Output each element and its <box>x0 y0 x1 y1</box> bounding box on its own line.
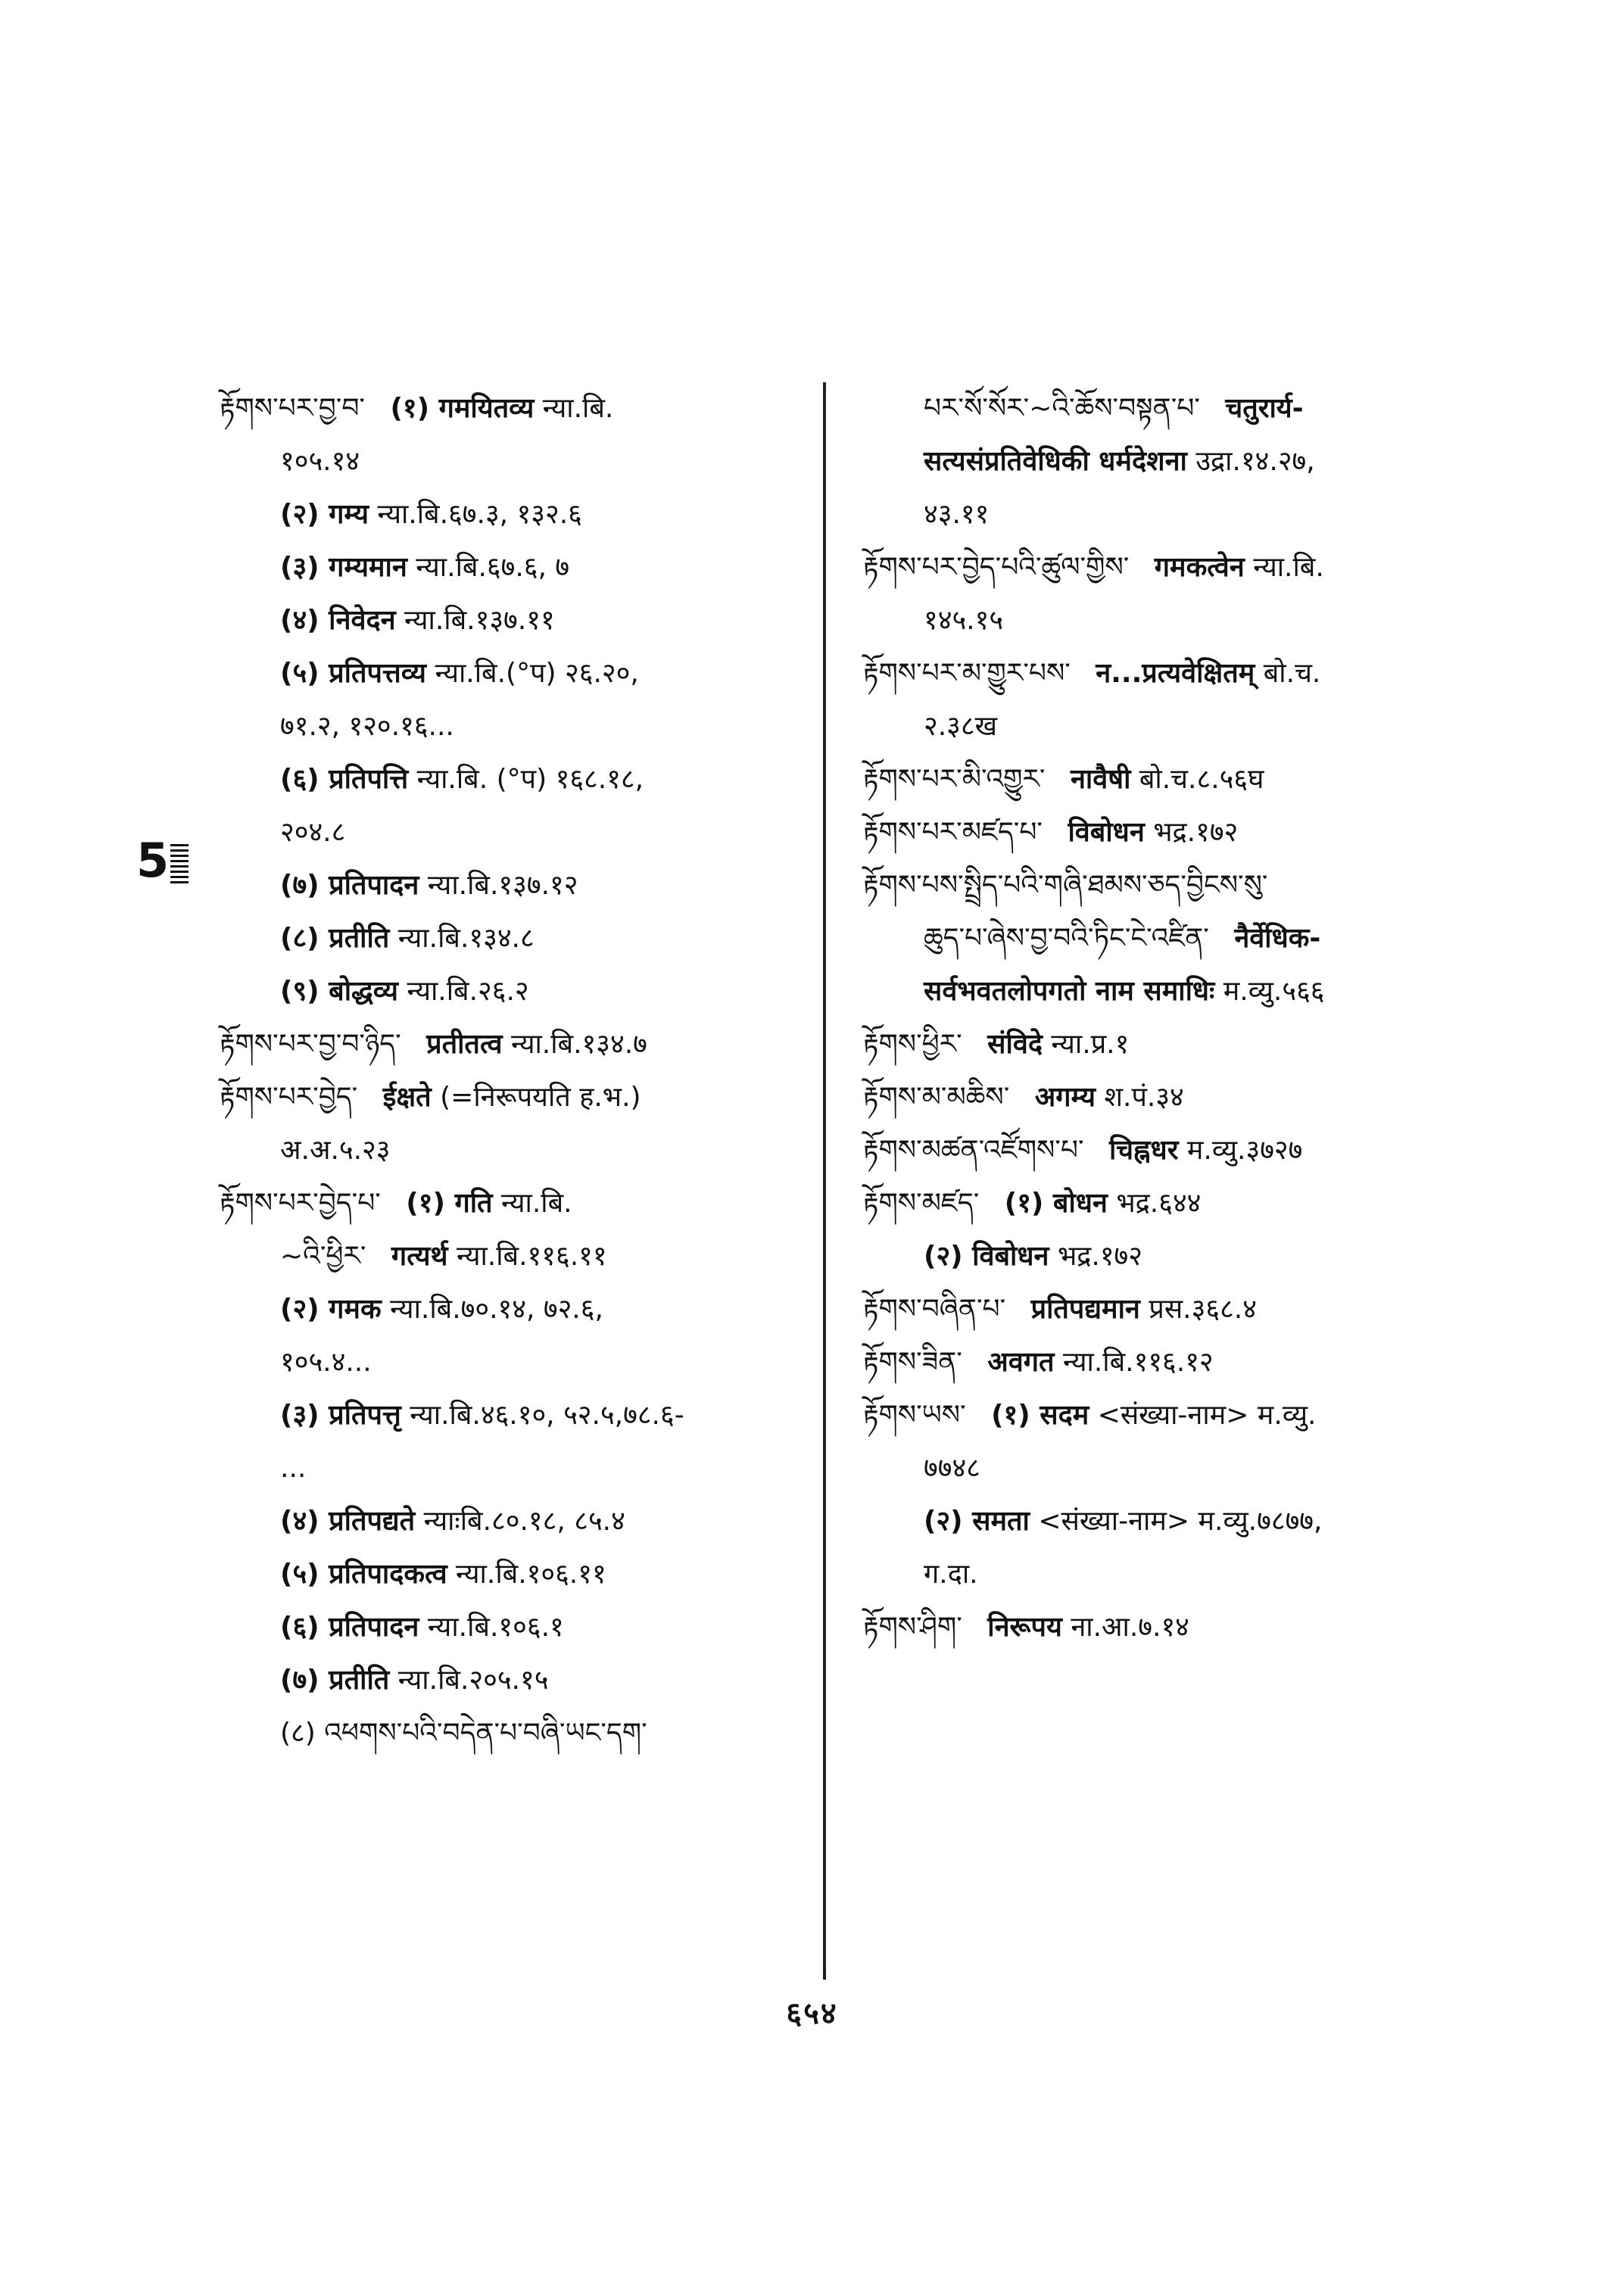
source-reference: भद्र.६४४ <box>1116 1188 1202 1219</box>
entry-line <box>863 647 1484 700</box>
entry-line <box>220 488 810 541</box>
entry-line <box>220 1230 810 1283</box>
sanskrit-equivalent: (२) विबोधन <box>924 1241 1049 1272</box>
source-reference: न्या.बि.११६.११ <box>456 1241 607 1272</box>
source-reference: न्या.बि.१३४.७ <box>510 1029 647 1060</box>
sanskrit-equivalent: नैर्वेधिक- <box>1234 923 1321 954</box>
entry-line <box>220 647 810 700</box>
source-reference: २.३८ख <box>924 711 998 742</box>
source-reference: प्रस.३६८.४ <box>1149 1294 1257 1325</box>
tibetan-term: རྟོགས་མ་མཆིས་ <box>863 1082 1010 1113</box>
entry-line <box>863 1177 1484 1230</box>
entry-line <box>220 700 810 753</box>
margin-marker <box>136 833 189 888</box>
source-reference: अ.अ.५.२३ <box>280 1135 391 1166</box>
entry-line <box>863 435 1484 488</box>
entry-line <box>863 1601 1484 1654</box>
tibetan-term: རྟོགས་པར་བྱེད་པ་ <box>220 1188 381 1219</box>
entry-line <box>220 541 810 594</box>
sanskrit-equivalent: चतुरार्य- <box>1225 393 1304 424</box>
source-reference: ग.दा. <box>924 1559 978 1590</box>
source-reference: न्या.प्र.१ <box>1051 1029 1130 1060</box>
entry-line <box>220 753 810 806</box>
entry-line <box>863 1283 1484 1336</box>
sanskrit-equivalent: (१) गति <box>406 1188 493 1219</box>
source-reference: <संख्या-नाम> म.व्यु.७८७७, <box>1038 1506 1323 1537</box>
source-reference: न्या.बि. (°प) १६८.१८, <box>416 764 644 795</box>
entry-line <box>863 1389 1484 1442</box>
entry-line <box>863 1548 1484 1601</box>
source-reference: न्या.बि.(°प) २६.२०, <box>435 658 639 689</box>
entry-line <box>863 1495 1484 1548</box>
sanskrit-equivalent: (२) गमक <box>280 1294 382 1325</box>
entry-line <box>220 1283 810 1336</box>
sanskrit-equivalent: प्रतिपद्यमान <box>1030 1294 1140 1325</box>
source-reference: न्या.बि.६७.३, १३२.६ <box>377 499 582 530</box>
entry-line <box>220 1495 810 1548</box>
sanskrit-equivalent: नावैषी <box>1070 764 1131 795</box>
entry-line <box>863 1071 1484 1124</box>
source-reference: न्या.बि.६७.६, ७ <box>416 552 570 583</box>
source-reference: भद्र.१७२ <box>1153 817 1239 848</box>
page-number: ६५४ <box>786 1996 838 2031</box>
source-reference: न्या.बि.११६.१२ <box>1063 1347 1214 1378</box>
tibetan-term: རྟོགས་པར་བྱ་བ་ <box>220 393 365 424</box>
tibetan-term: རྟོགས་ཕྱིར་ <box>863 1029 962 1060</box>
entry-line <box>863 806 1484 859</box>
tibetan-term: (८) འཕགས་པའི་བདེན་པ་བཞི་ཡང་དག་ <box>280 1718 647 1749</box>
entry-line <box>863 488 1484 541</box>
source-reference: १४५.१५ <box>924 605 1004 636</box>
right-column <box>863 382 1484 1654</box>
entry-line <box>863 541 1484 594</box>
entry-line <box>863 1442 1484 1495</box>
source-reference: न्याःबि.८०.१८, ८५.४ <box>423 1506 625 1537</box>
entry-line <box>220 912 810 965</box>
sanskrit-equivalent: ईक्षते <box>382 1082 432 1113</box>
tibetan-term: ཆུད་པ་ཞེས་བྱ་བའི་ཏིང་ངེ་འཛིན་ <box>924 923 1209 954</box>
tibetan-term: རྟོགས་པས་སྤྲིད་པའི་གཞི་ཐམས་ཅད་བྱིངས་སུ་ <box>863 870 1268 901</box>
source-reference: न्या.बि.७०.१४, ७२.६, <box>390 1294 603 1325</box>
sanskrit-equivalent: (५) प्रतिपादकत्व <box>280 1559 447 1590</box>
tibetan-term: རྟོགས་ཟིན་ <box>863 1347 962 1378</box>
sanskrit-equivalent: (१) गमयितव्य <box>390 393 535 424</box>
source-reference: ७७४८ <box>924 1453 980 1484</box>
source-reference: न्या.बि. <box>501 1188 572 1219</box>
entry-line <box>220 382 810 435</box>
entry-line <box>220 1442 810 1495</box>
entry-line <box>220 859 810 912</box>
entry-line <box>220 1654 810 1707</box>
tibetan-term: པར་སོ་སོར་~འི་ཆོས་བསྟན་པ་ <box>924 393 1200 424</box>
tibetan-term: རྟོགས་པར་བྱ་བ་ཉིད་ <box>220 1029 401 1060</box>
entry-line <box>220 1177 810 1230</box>
sanskrit-equivalent: अगम्य <box>1034 1082 1096 1113</box>
entry-line <box>863 965 1484 1018</box>
entry-line <box>863 1230 1484 1283</box>
entry-line <box>863 594 1484 647</box>
entry-line <box>220 435 810 488</box>
source-reference: १०५.१४ <box>280 446 360 477</box>
sanskrit-equivalent: सर्वभवतलोपगतो नाम समाधिः <box>924 976 1215 1007</box>
sanskrit-equivalent: संविदे <box>987 1029 1043 1060</box>
source-reference: न्या.बि.१३४.८ <box>397 923 535 954</box>
sanskrit-equivalent: गमकत्वेन <box>1154 552 1245 583</box>
sanskrit-equivalent: (१) सदम <box>991 1400 1089 1431</box>
tibetan-term: རྟོགས་པར་བྱེད་ <box>220 1082 358 1113</box>
sanskrit-equivalent: (९) बोद्धव्य <box>280 976 398 1007</box>
margin-marker-lines <box>170 844 189 883</box>
source-reference: भद्र.१७२ <box>1057 1241 1142 1272</box>
tibetan-term: རྟོགས་ཡས་ <box>863 1400 966 1431</box>
tibetan-term: རྟོགས་པར་མ་གྱུར་པས་ <box>863 658 1071 689</box>
sanskrit-equivalent: न...प्रत्यवेक्षितम् <box>1096 658 1255 689</box>
tibetan-term: རྟོགས་པར་མི་འགྱུར་ <box>863 764 1046 795</box>
sanskrit-equivalent: (६) प्रतिपादन <box>280 1612 419 1643</box>
sanskrit-equivalent: चिह्नधर <box>1108 1135 1179 1166</box>
sanskrit-equivalent: (७) प्रतीति <box>280 1665 390 1696</box>
tibetan-term: རྟོགས་ཤིག་ <box>863 1612 962 1643</box>
entry-line <box>220 1336 810 1389</box>
sanskrit-equivalent: सत्यसंप्रतिवेधिकी धर्मदेशना <box>924 446 1187 477</box>
source-reference: उद्रा.१४.२७, <box>1195 446 1315 477</box>
source-reference: श.पं.३४ <box>1104 1082 1184 1113</box>
sanskrit-equivalent: (७) प्रतिपादन <box>280 870 419 901</box>
source-reference: म.व्यु.५६६ <box>1223 976 1325 1007</box>
source-reference: १०५.४... <box>280 1347 372 1378</box>
left-column <box>220 382 810 1760</box>
sanskrit-equivalent: (८) प्रतीति <box>280 923 390 954</box>
tibetan-term: རྟོགས་པར་བྱེད་པའི་ཚུལ་གྱིས་ <box>863 552 1130 583</box>
entry-line <box>863 1018 1484 1071</box>
sanskrit-equivalent: (३) प्रतिपत्तृ <box>280 1400 401 1431</box>
entry-line <box>863 1124 1484 1177</box>
sanskrit-equivalent: (४) प्रतिपद्यते <box>280 1506 416 1537</box>
entry-line <box>220 1124 810 1177</box>
sanskrit-equivalent: विबोधन <box>1068 817 1145 848</box>
source-reference: ७१.२, १२०.१६... <box>280 711 454 742</box>
sanskrit-equivalent: (२) गम्य <box>280 499 369 530</box>
sanskrit-equivalent: अवगत <box>987 1347 1055 1378</box>
entry-line <box>863 700 1484 753</box>
source-reference: न्या.बि.४६.१०, ५२.५,७८.६- <box>410 1400 684 1431</box>
sanskrit-equivalent: (५) प्रतिपत्तव्य <box>280 658 427 689</box>
entry-line <box>220 1389 810 1442</box>
source-reference: न्या.बि.१३७.११ <box>404 605 555 636</box>
sanskrit-equivalent: गत्यर्थ <box>391 1241 448 1272</box>
source-reference: <संख्या-नाम> म.व्यु. <box>1097 1400 1317 1431</box>
tibetan-term: ~འི་ཕྱིར་ <box>280 1241 366 1272</box>
entry-line <box>863 1336 1484 1389</box>
sanskrit-equivalent: (१) बोधन <box>1004 1188 1108 1219</box>
entry-line <box>220 806 810 859</box>
source-reference: बो.च.८.५६घ <box>1139 764 1264 795</box>
entry-line <box>220 965 810 1018</box>
source-reference: न्या.बि.१०६.१ <box>427 1612 564 1643</box>
source-reference: न्या.बि.१३७.१२ <box>427 870 578 901</box>
entry-line <box>220 1707 810 1760</box>
entry-line <box>220 1548 810 1601</box>
entry-line <box>220 1018 810 1071</box>
column-divider <box>823 382 826 1980</box>
source-reference: (=निरूपयति ह.भ.) <box>440 1082 641 1113</box>
source-reference: न्या.बि.२०५.१५ <box>397 1665 549 1696</box>
tibetan-term: རྟོགས་མཚན་འཛོགས་པ་ <box>863 1135 1084 1166</box>
entry-line <box>220 594 810 647</box>
entry-line <box>863 753 1484 806</box>
entry-line <box>863 382 1484 435</box>
entry-line <box>863 912 1484 965</box>
source-reference: न्या.बि.१०६.११ <box>456 1559 606 1590</box>
source-reference: बो.च. <box>1263 658 1321 689</box>
sanskrit-equivalent: (६) प्रतिपत्ति <box>280 764 409 795</box>
source-reference: म.व्यु.३७२७ <box>1186 1135 1303 1166</box>
source-reference: ... <box>280 1453 307 1484</box>
sanskrit-equivalent: प्रतीतत्व <box>426 1029 503 1060</box>
source-reference: न्या.बि. <box>542 393 614 424</box>
source-reference: ४३.११ <box>924 499 990 530</box>
sanskrit-equivalent: (३) गम्यमान <box>280 552 407 583</box>
margin-marker-label: 5 <box>136 833 168 888</box>
sanskrit-equivalent: (४) निवेदन <box>280 605 396 636</box>
tibetan-term: རྟོགས་པར་མཛད་པ་ <box>863 817 1043 848</box>
sanskrit-equivalent: निरूपय <box>987 1612 1062 1643</box>
entry-line <box>220 1601 810 1654</box>
tibetan-term: རྟོགས་མཛད་ <box>863 1188 980 1219</box>
tibetan-term: རྟོགས་བཞིན་པ་ <box>863 1294 1006 1325</box>
source-reference: २०४.८ <box>280 817 346 848</box>
source-reference: ना.आ.७.१४ <box>1071 1612 1189 1643</box>
entry-line <box>863 859 1484 912</box>
sanskrit-equivalent: (२) समता <box>924 1506 1030 1537</box>
source-reference: न्या.बि. <box>1253 552 1324 583</box>
entry-line <box>220 1071 810 1124</box>
source-reference: न्या.बि.२६.२ <box>407 976 529 1007</box>
